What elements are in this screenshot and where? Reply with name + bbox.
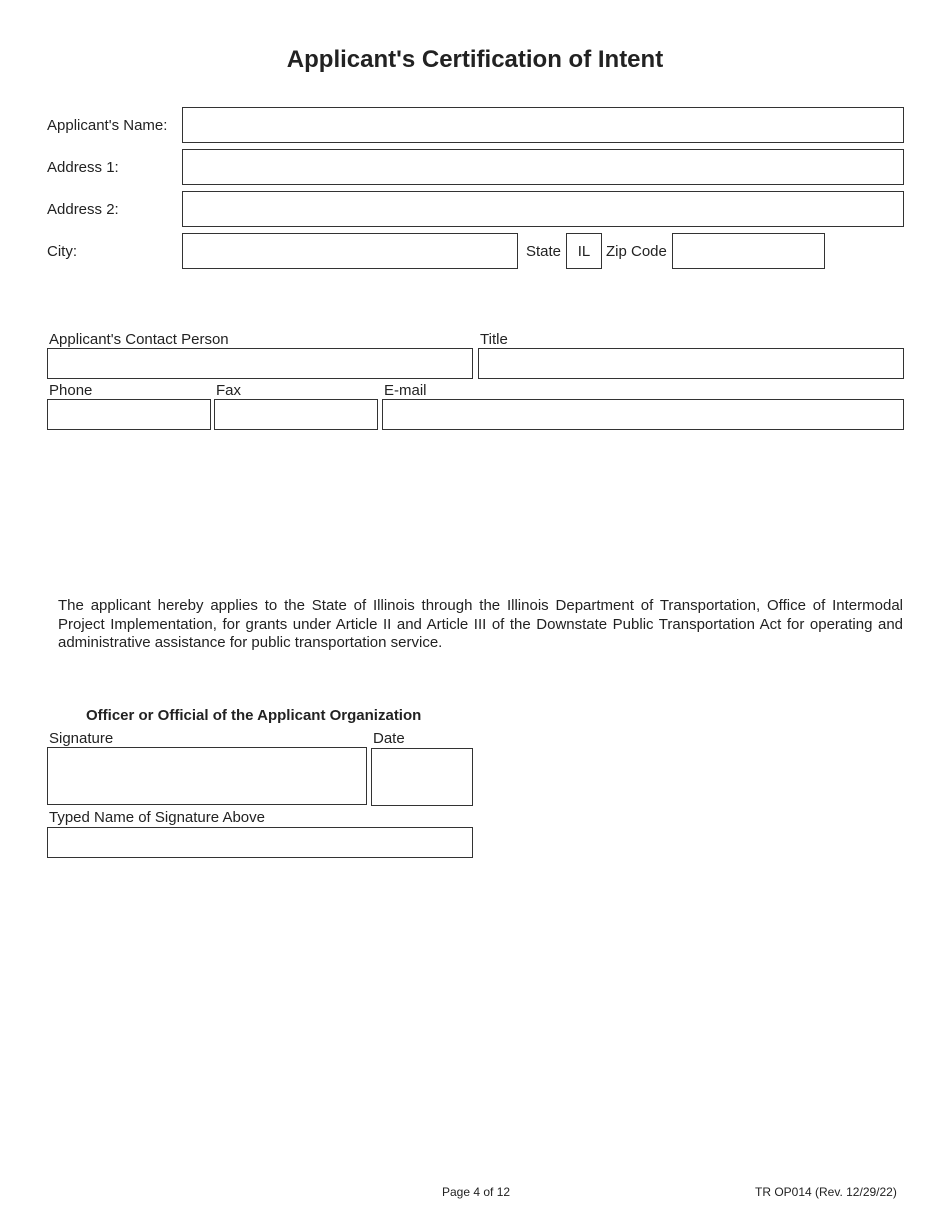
contact-title-field[interactable]: [478, 348, 904, 379]
city-label: City:: [47, 243, 77, 260]
typed-name-field[interactable]: [47, 827, 473, 858]
form-id: TR OP014 (Rev. 12/29/22): [755, 1185, 897, 1199]
contact-title-label: Title: [480, 331, 508, 348]
email-field[interactable]: [382, 399, 904, 430]
applicant-name-field[interactable]: [182, 107, 904, 143]
certification-statement: The applicant hereby applies to the State of Illinois through the Illinois Department of Transportation, Office of Intermodal Project Implementation, for grants under Article II and Article III of the Downstate Public Transportation Act for operating and administrative assistance for public transportation service.: [58, 597, 903, 651]
page-number: Page 4 of 12: [442, 1185, 511, 1199]
phone-label: Phone: [49, 382, 93, 399]
applicant-name-label: Applicant's Name:: [47, 117, 168, 134]
contact-person-field[interactable]: [47, 348, 473, 379]
page-title: Applicant's Certification of Intent: [286, 46, 664, 73]
address1-label: Address 1:: [47, 159, 119, 176]
address2-field[interactable]: [182, 191, 904, 227]
contact-person-label: Applicant's Contact Person: [49, 331, 229, 348]
state-field[interactable]: IL: [566, 233, 602, 269]
state-label: State: [526, 243, 562, 260]
officer-heading: Officer or Official of the Applicant Organization: [86, 707, 422, 724]
signature-field[interactable]: [47, 747, 367, 805]
address1-field[interactable]: [182, 149, 904, 185]
typed-name-label: Typed Name of Signature Above: [49, 809, 265, 826]
fax-field[interactable]: [214, 399, 378, 430]
date-label: Date: [373, 730, 405, 747]
date-field[interactable]: [371, 748, 473, 806]
address2-label: Address 2:: [47, 201, 119, 218]
zip-label: Zip Code: [606, 243, 667, 260]
fax-label: Fax: [216, 382, 242, 399]
signature-label: Signature: [49, 730, 114, 747]
email-label: E-mail: [384, 382, 427, 399]
city-field[interactable]: [182, 233, 518, 269]
phone-field[interactable]: [47, 399, 211, 430]
zip-field[interactable]: [672, 233, 825, 269]
